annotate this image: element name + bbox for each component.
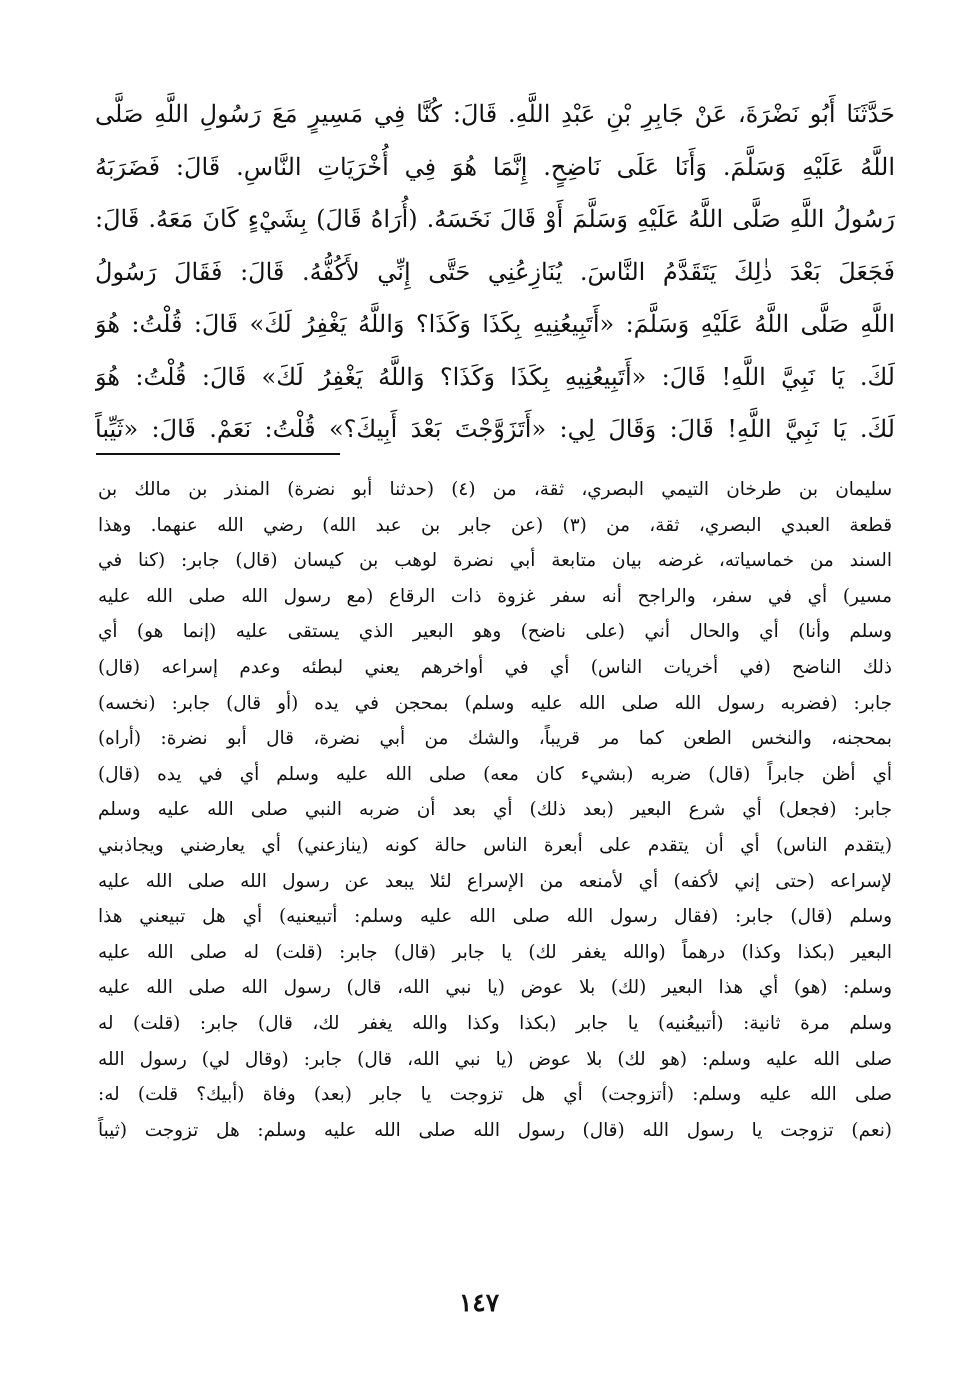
commentary-line: صلى الله عليه وسلم: (أتزوجت) أي هل تزوجت يا جابر (بعد) وفاة (أبيك؟ قلت) له: bbox=[98, 1084, 892, 1106]
commentary-line: أي أظن جابراً (قال) ضربه (بشيء كان معه) صلى الله عليه وسلم أي في يده (قال) bbox=[98, 763, 892, 785]
commentary-line: سليمان بن طرخان التيمي البصري، ثقة، من (٤) (حدثنا أبو نضرة) المنذر بن مالك بن bbox=[98, 479, 892, 500]
commentary-line: بمحجنه، والنخس الطعن كما مر قريباً، والشك من أبي نضرة، قال أبو نضرة: (أراه) bbox=[98, 728, 892, 750]
commentary-line: وسلم (قال) جابر: (فقال رسول الله صلى الله عليه وسلم: أتبيعنيه) أي هل تبيعني هذا bbox=[98, 906, 892, 928]
page-number: ١٤٧ bbox=[458, 1288, 500, 1317]
hadith-line: رَسُولُ اللَّهِ صَلَّى اللَّهُ عَلَيْهِ وَسَلَّمَ أَوْ قَالَ نَخَسَهُ. (أُرَاهُ قَالَ) بِشَيْءٍ كَانَ مَعَهُ. قَالَ: bbox=[95, 205, 895, 233]
commentary-line: لإسراعه (حتى إني لأكفه) أي لأمنعه من الإسراع لئلا يبعد عن رسول الله صلى الله عليه bbox=[98, 870, 892, 892]
hadith-text-block bbox=[95, 88, 895, 456]
hadith-line: لَكَ. يَا نَبِيَّ اللَّهِ! قَالَ: وَقَالَ لِي: «أَتَزَوَّجْتَ بَعْدَ أَبِيكَ؟» قُلْتُ: نَعَمْ. قَالَ: «ثَيِّباً bbox=[95, 415, 895, 443]
commentary-line: جابر: (فضربه رسول الله صلى الله عليه وسلم) بمحجن في يده (أو قال) جابر: (نخسه) bbox=[98, 692, 892, 714]
commentary-line: وسلم مرة ثانية: (أتبيعُنيه) يا جابر (بكذا وكذا والله يغفر لك، قال) جابر: (قلت) له bbox=[98, 1012, 892, 1034]
hadith-line: لَكَ. يَا نَبِيَّ اللَّهِ! قَالَ: «أَتَبِيعُنِيهِ بِكَذَا وَكَذَا؟ وَاللَّهُ يَغْفِرُ لَكَ» قَالَ: قُلْتُ: هُوَ bbox=[95, 362, 895, 391]
hadith-line: فَجَعَلَ بَعْدَ ذٰلِكَ يَتَقَدَّمُ النَّاسَ. يُنَازِعُنِي حَتَّى إِنِّي لأَكُفُّهُ. قَالَ: فَقَالَ رَسُولُ bbox=[95, 257, 895, 286]
commentary-line: ذلك الناضح (في أخريات الناس) أي في أواخرهم يعني لبطئه وعدم إسراعه (قال) bbox=[98, 656, 892, 678]
commentary-line: مسير) أي في سفر، والراجح أنه سفر غزوة ذات الرقاع (مع رسول الله صلى الله عليه bbox=[98, 585, 892, 607]
commentary-line: قطعة العبدي البصري، ثقة، من (٣) (عن جابر بن عبد الله) رضي الله عنهما. وهذا bbox=[98, 514, 892, 536]
hadith-line: اللَّهِ صَلَّى اللَّهُ عَلَيْهِ وَسَلَّمَ: «أَتَبِيعُنِيهِ بِكَذَا وَكَذَا؟ وَاللَّهُ يَغْفِرُ لَكَ» قَالَ: قُلْتُ: هُوَ bbox=[95, 310, 895, 338]
commentary-line: (يتقدم الناس) أي أن يتقدم على أبعرة الناس حالة كونه (ينازعني) أي يعارضني ويجاذبني bbox=[98, 834, 892, 856]
hadith-line: اللَّهُ عَلَيْهِ وَسَلَّمَ. وَأَنَا عَلَى نَاضِحٍ. إِنَّمَا هُوَ فِي أُخْرَيَاتِ النَّاسِ. قَالَ: فَضَرَبَهُ bbox=[95, 152, 895, 181]
commentary-line: (نعم) تزوجت يا رسول الله (قال) رسول الله صلى الله عليه وسلم: هل تزوجت (ثيباً bbox=[98, 1119, 892, 1141]
commentary-line: صلى الله عليه وسلم: (هو لك) بلا عوض (يا نبي الله، قال) جابر: (وقال لي) رسول الله bbox=[98, 1048, 892, 1070]
commentary-line: وسلم وأنا) أي والحال أني (على ناضح) وهو البعير الذي يستقى عليه (إنما هو) أي bbox=[98, 621, 892, 643]
commentary-line: السند من خماسياته، غرضه بيان متابعة أبي نضرة لوهب بن كيسان (قال) جابر: (كنا في bbox=[98, 550, 892, 572]
footnote-separator bbox=[96, 453, 340, 455]
commentary-block bbox=[98, 472, 892, 1148]
hadith-line: حَدَّثَنَا أَبُو نَضْرَةَ، عَنْ جَابِرِ بْنِ عَبْدِ اللَّهِ. قَالَ: كُنَّا فِي مَسِيرٍ مَعَ رَسُولِ اللَّهِ صَلَّى bbox=[95, 100, 895, 128]
commentary-line: البعير (بكذا وكذا) درهماً (والله يغفر لك) يا جابر (قال) جابر: (قلت) له صلى الله عليه bbox=[98, 941, 892, 963]
commentary-line: جابر: (فجعل) أي شرع البعير (بعد ذلك) أي بعد أن ضربه النبي صلى الله عليه وسلم bbox=[98, 799, 892, 821]
commentary-line: وسلم: (هو) أي هذا البعير (لك) بلا عوض (يا نبي الله، قال) رسول الله صلى الله عليه bbox=[98, 977, 892, 999]
